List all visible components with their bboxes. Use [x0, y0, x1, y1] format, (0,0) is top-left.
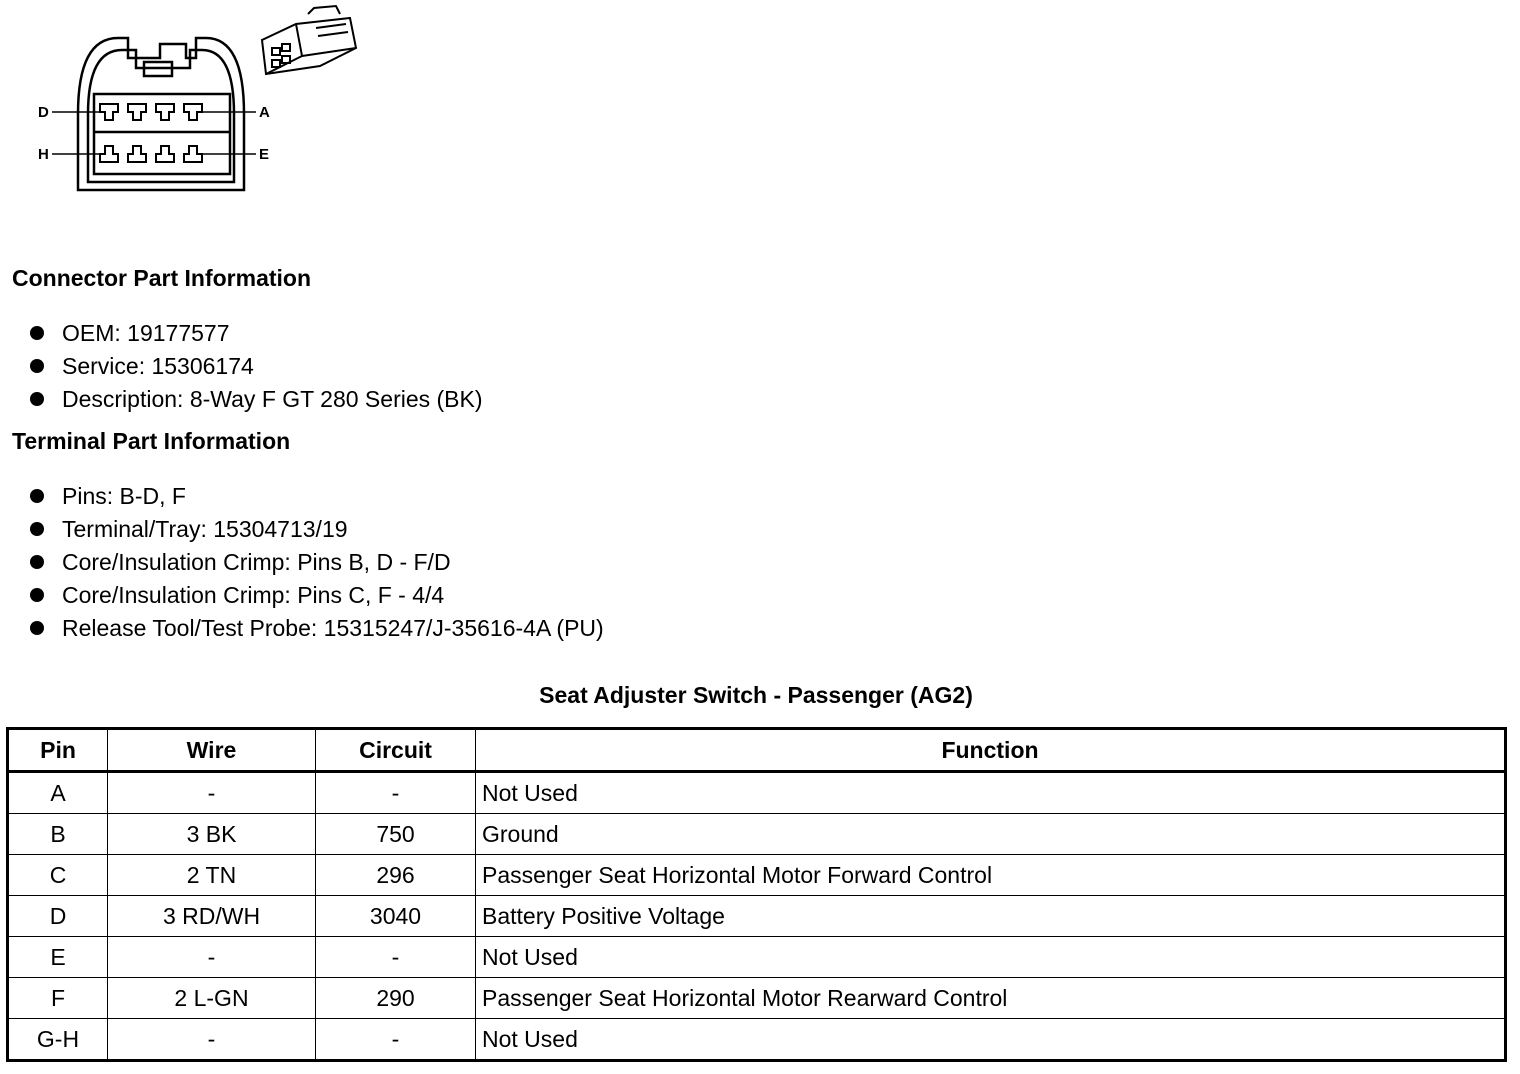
terminal-cavity-b — [156, 104, 174, 120]
pin-label-e: E — [259, 146, 270, 163]
function-cell: Battery Positive Voltage — [476, 896, 1506, 937]
function-cell: Passenger Seat Horizontal Motor Rearward Control — [476, 978, 1506, 1019]
list-item: Description: 8-Way F GT 280 Series (BK) — [30, 383, 483, 416]
wire-cell: 2 L-GN — [108, 978, 316, 1019]
terminal-info-list — [30, 480, 604, 645]
wire-cell: 3 BK — [108, 814, 316, 855]
pin-label-h: H — [38, 146, 49, 163]
column-header-wire: Wire — [108, 729, 316, 772]
list-item: Service: 15306174 — [30, 350, 483, 383]
connector-face-diagram — [30, 4, 280, 200]
table-title: Seat Adjuster Switch - Passenger (AG2) — [539, 682, 973, 708]
connector-info-heading: Connector Part Information — [12, 265, 312, 291]
list-item: Core/Insulation Crimp: Pins B, D - F/D — [30, 546, 604, 579]
table-row — [8, 814, 1506, 855]
function-cell: Not Used — [476, 772, 1506, 814]
list-item: Release Tool/Test Probe: 15315247/J-35616-4A (PU) — [30, 612, 604, 645]
list-item: Core/Insulation Crimp: Pins C, F - 4/4 — [30, 579, 604, 612]
table-row — [8, 1019, 1506, 1061]
connector-3d-view — [256, 4, 366, 84]
circuit-cell: 296 — [316, 855, 476, 896]
circuit-cell: 290 — [316, 978, 476, 1019]
circuit-cell: - — [316, 937, 476, 978]
terminal-cavity-g — [128, 146, 146, 162]
circuit-cell: - — [316, 1019, 476, 1061]
pin-label-d: D — [38, 104, 49, 121]
column-header-circuit: Circuit — [316, 729, 476, 772]
column-header-function: Function — [476, 729, 1506, 772]
function-cell: Passenger Seat Horizontal Motor Forward Control — [476, 855, 1506, 896]
wire-cell: 3 RD/WH — [108, 896, 316, 937]
wire-cell: - — [108, 937, 316, 978]
table-header-row — [8, 729, 1506, 772]
wire-cell: - — [108, 1019, 316, 1061]
pin-cell: D — [8, 896, 108, 937]
pin-cell: A — [8, 772, 108, 814]
circuit-cell: 750 — [316, 814, 476, 855]
list-item: Pins: B-D, F — [30, 480, 604, 513]
function-cell: Ground — [476, 814, 1506, 855]
function-cell: Not Used — [476, 937, 1506, 978]
column-header-pin: Pin — [8, 729, 108, 772]
pin-cell: F — [8, 978, 108, 1019]
wire-cell: - — [108, 772, 316, 814]
pin-cell: B — [8, 814, 108, 855]
circuit-cell: - — [316, 772, 476, 814]
pin-label-a: A — [259, 104, 270, 121]
terminal-cavity-f — [156, 146, 174, 162]
table-row — [8, 896, 1506, 937]
list-item: Terminal/Tray: 15304713/19 — [30, 513, 604, 546]
wire-cell: 2 TN — [108, 855, 316, 896]
pinout-table — [6, 727, 1507, 1062]
connector-info-list — [30, 317, 483, 416]
terminal-cavity-c — [128, 104, 146, 120]
list-item: OEM: 19177577 — [30, 317, 483, 350]
pin-cell: E — [8, 937, 108, 978]
terminal-info-heading: Terminal Part Information — [12, 428, 291, 454]
pin-cell: C — [8, 855, 108, 896]
function-cell: Not Used — [476, 1019, 1506, 1061]
pin-cell: G-H — [8, 1019, 108, 1061]
table-row — [8, 772, 1506, 814]
table-row — [8, 855, 1506, 896]
table-row — [8, 978, 1506, 1019]
circuit-cell: 3040 — [316, 896, 476, 937]
table-row — [8, 937, 1506, 978]
